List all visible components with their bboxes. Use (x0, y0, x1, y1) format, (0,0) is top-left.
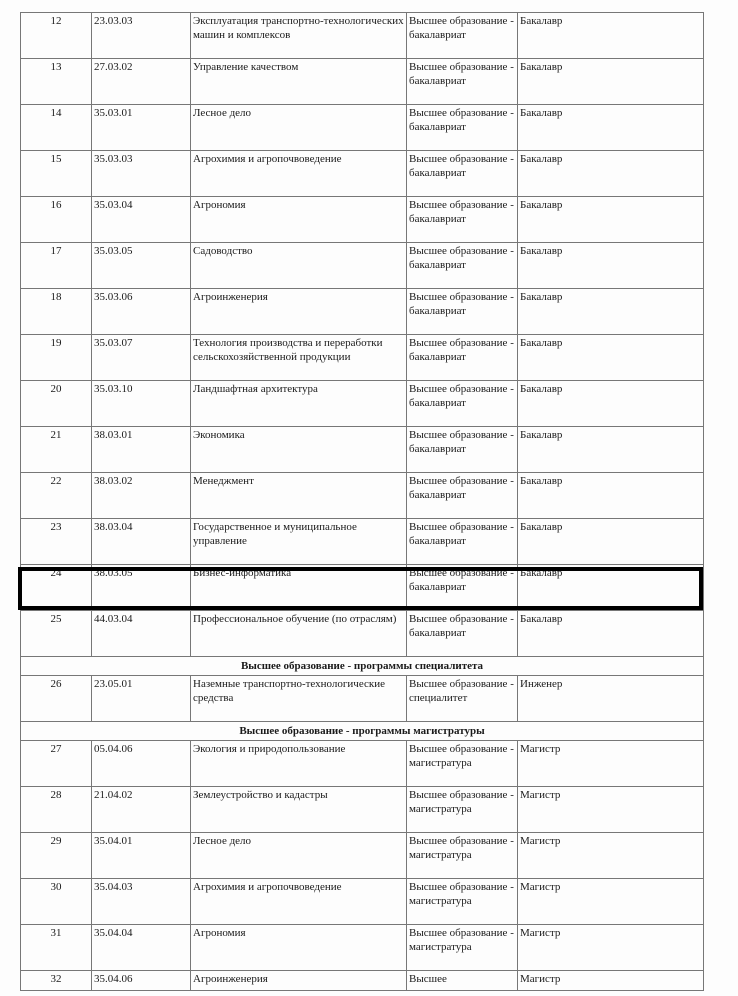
row-number-cell: 21 (21, 427, 92, 473)
qualification-cell: Бакалавр (518, 565, 704, 611)
program-code-cell: 35.03.01 (92, 105, 191, 151)
program-code-cell: 35.03.05 (92, 243, 191, 289)
section-heading: Высшее образование - программы магистратуры (21, 722, 704, 741)
program-code-cell: 38.03.02 (92, 473, 191, 519)
program-name-cell: Садоводство (191, 243, 407, 289)
qualification-cell: Бакалавр (518, 151, 704, 197)
program-name-cell: Менеджмент (191, 473, 407, 519)
table-row (21, 151, 704, 197)
section-heading: Высшее образование - программы специалитета (21, 657, 704, 676)
program-name-cell: Технология производства и переработки сельскохозяйственной продукции (191, 335, 407, 381)
table-row (21, 676, 704, 722)
program-code-cell: 35.04.04 (92, 925, 191, 971)
education-level-cell: Высшее образование - бакалавриат (407, 381, 518, 427)
qualification-cell: Бакалавр (518, 519, 704, 565)
table-row (21, 197, 704, 243)
row-number-cell: 17 (21, 243, 92, 289)
row-number-cell: 27 (21, 741, 92, 787)
education-level-cell: Высшее (407, 971, 518, 991)
education-level-cell: Высшее образование - бакалавриат (407, 611, 518, 657)
qualification-cell: Бакалавр (518, 59, 704, 105)
row-number-cell: 29 (21, 833, 92, 879)
program-code-cell: 35.04.03 (92, 879, 191, 925)
program-code-cell: 35.03.06 (92, 289, 191, 335)
row-number-cell: 32 (21, 971, 92, 991)
section-heading-row (21, 722, 704, 741)
qualification-cell: Магистр (518, 787, 704, 833)
program-name-cell: Эксплуатация транспортно-технологических машин и комплексов (191, 13, 407, 59)
row-number-cell: 22 (21, 473, 92, 519)
table-row (21, 335, 704, 381)
table-row (21, 105, 704, 151)
row-number-cell: 13 (21, 59, 92, 105)
program-name-cell: Государственное и муниципальное управление (191, 519, 407, 565)
qualification-cell: Бакалавр (518, 289, 704, 335)
qualification-cell: Бакалавр (518, 427, 704, 473)
row-number-cell: 26 (21, 676, 92, 722)
program-code-cell: 35.04.06 (92, 971, 191, 991)
program-name-cell: Бизнес-информатика (191, 565, 407, 611)
row-number-cell: 28 (21, 787, 92, 833)
education-level-cell: Высшее образование - бакалавриат (407, 105, 518, 151)
education-level-cell: Высшее образование - магистратура (407, 833, 518, 879)
program-code-cell: 44.03.04 (92, 611, 191, 657)
qualification-cell: Бакалавр (518, 197, 704, 243)
qualification-cell: Магистр (518, 971, 704, 991)
program-code-cell: 35.03.07 (92, 335, 191, 381)
program-name-cell: Экология и природопользование (191, 741, 407, 787)
qualification-cell: Бакалавр (518, 105, 704, 151)
program-name-cell: Ландшафтная архитектура (191, 381, 407, 427)
program-code-cell: 35.03.10 (92, 381, 191, 427)
row-number-cell: 16 (21, 197, 92, 243)
education-level-cell: Высшее образование - бакалавриат (407, 565, 518, 611)
row-number-cell: 31 (21, 925, 92, 971)
programs-table-body (21, 13, 704, 991)
program-code-cell: 27.03.02 (92, 59, 191, 105)
education-level-cell: Высшее образование - магистратура (407, 787, 518, 833)
education-level-cell: Высшее образование - бакалавриат (407, 59, 518, 105)
program-name-cell: Лесное дело (191, 105, 407, 151)
program-code-cell: 21.04.02 (92, 787, 191, 833)
program-name-cell: Лесное дело (191, 833, 407, 879)
table-row (21, 59, 704, 105)
program-code-cell: 38.03.01 (92, 427, 191, 473)
row-number-cell: 18 (21, 289, 92, 335)
table-row (21, 925, 704, 971)
program-code-cell: 23.03.03 (92, 13, 191, 59)
table-row (21, 879, 704, 925)
qualification-cell: Инженер (518, 676, 704, 722)
education-level-cell: Высшее образование - бакалавриат (407, 289, 518, 335)
table-row (21, 833, 704, 879)
program-code-cell: 35.03.04 (92, 197, 191, 243)
program-name-cell: Агрохимия и агропочвоведение (191, 879, 407, 925)
programs-table (20, 12, 704, 991)
table-row (21, 381, 704, 427)
education-level-cell: Высшее образование - бакалавриат (407, 151, 518, 197)
education-level-cell: Высшее образование - бакалавриат (407, 13, 518, 59)
education-level-cell: Высшее образование - магистратура (407, 741, 518, 787)
table-row (21, 13, 704, 59)
education-level-cell: Высшее образование - бакалавриат (407, 427, 518, 473)
table-row (21, 611, 704, 657)
qualification-cell: Бакалавр (518, 381, 704, 427)
row-number-cell: 19 (21, 335, 92, 381)
row-number-cell: 23 (21, 519, 92, 565)
table-row (21, 519, 704, 565)
qualification-cell: Бакалавр (518, 243, 704, 289)
program-code-cell: 35.04.01 (92, 833, 191, 879)
table-row (21, 971, 704, 991)
section-heading-row (21, 657, 704, 676)
program-name-cell: Профессиональное обучение (по отраслям) (191, 611, 407, 657)
row-number-cell: 24 (21, 565, 92, 611)
qualification-cell: Бакалавр (518, 13, 704, 59)
program-code-cell: 38.03.05 (92, 565, 191, 611)
education-level-cell: Высшее образование - бакалавриат (407, 519, 518, 565)
row-number-cell: 20 (21, 381, 92, 427)
qualification-cell: Магистр (518, 833, 704, 879)
row-number-cell: 25 (21, 611, 92, 657)
row-number-cell: 15 (21, 151, 92, 197)
row-number-cell: 12 (21, 13, 92, 59)
qualification-cell: Бакалавр (518, 611, 704, 657)
qualification-cell: Магистр (518, 879, 704, 925)
education-level-cell: Высшее образование - бакалавриат (407, 335, 518, 381)
program-name-cell: Экономика (191, 427, 407, 473)
table-row (21, 427, 704, 473)
table-row (21, 741, 704, 787)
program-name-cell: Управление качеством (191, 59, 407, 105)
program-name-cell: Агрономия (191, 925, 407, 971)
table-row (21, 473, 704, 519)
education-level-cell: Высшее образование - бакалавриат (407, 197, 518, 243)
education-level-cell: Высшее образование - магистратура (407, 879, 518, 925)
qualification-cell: Магистр (518, 741, 704, 787)
program-code-cell: 35.03.03 (92, 151, 191, 197)
program-code-cell: 23.05.01 (92, 676, 191, 722)
education-level-cell: Высшее образование - бакалавриат (407, 243, 518, 289)
program-code-cell: 05.04.06 (92, 741, 191, 787)
education-level-cell: Высшее образование - бакалавриат (407, 473, 518, 519)
table-row (21, 565, 704, 611)
table-row (21, 243, 704, 289)
program-code-cell: 38.03.04 (92, 519, 191, 565)
program-name-cell: Землеустройство и кадастры (191, 787, 407, 833)
qualification-cell: Бакалавр (518, 335, 704, 381)
program-name-cell: Агроинженерия (191, 971, 407, 991)
qualification-cell: Магистр (518, 925, 704, 971)
row-number-cell: 14 (21, 105, 92, 151)
row-number-cell: 30 (21, 879, 92, 925)
program-name-cell: Агроинженерия (191, 289, 407, 335)
program-name-cell: Агрономия (191, 197, 407, 243)
program-name-cell: Агрохимия и агропочвоведение (191, 151, 407, 197)
program-name-cell: Наземные транспортно-технологические средства (191, 676, 407, 722)
table-row (21, 289, 704, 335)
qualification-cell: Бакалавр (518, 473, 704, 519)
table-row (21, 787, 704, 833)
education-level-cell: Высшее образование - магистратура (407, 925, 518, 971)
education-level-cell: Высшее образование - специалитет (407, 676, 518, 722)
